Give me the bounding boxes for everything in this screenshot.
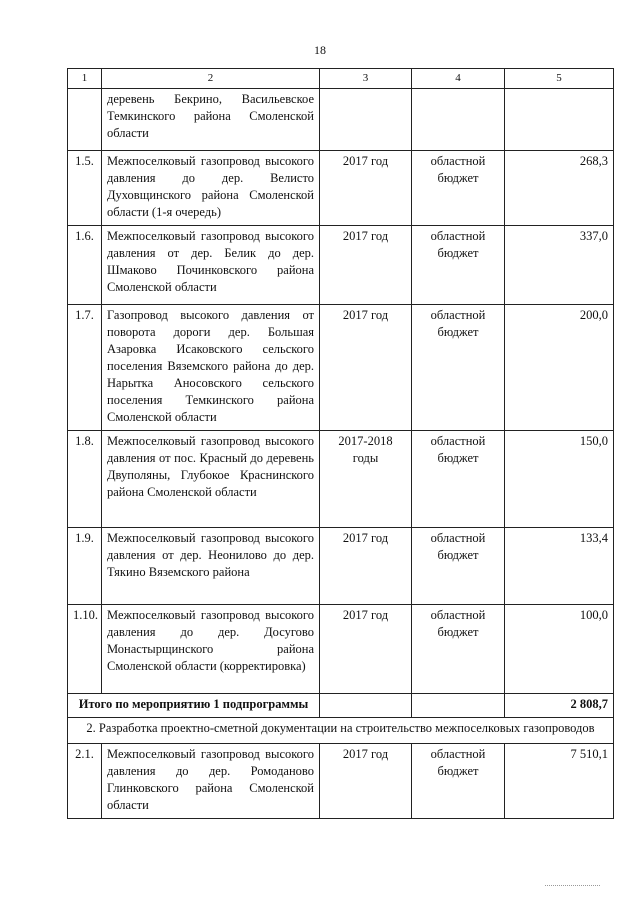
program-table — [67, 68, 614, 819]
row-sum: 7 510,1 — [505, 744, 614, 819]
table-row — [68, 528, 614, 605]
row-number: 1.10. — [68, 605, 102, 694]
row-sum: 200,0 — [505, 305, 614, 431]
row-year: 2017 год — [320, 151, 412, 226]
row-year: 2017 год — [320, 226, 412, 305]
table-row — [68, 431, 614, 528]
row-source: областной бюджет — [412, 151, 505, 226]
row-name: Межпоселковый газопровод высокого давления от дер. Неонилово до дер. Тякино Вяземского района — [102, 528, 320, 605]
header-cell: 3 — [320, 69, 412, 89]
row-sum: 337,0 — [505, 226, 614, 305]
row-number: 1.6. — [68, 226, 102, 305]
table-row — [68, 89, 614, 151]
row-year — [320, 89, 412, 151]
row-sum: 150,0 — [505, 431, 614, 528]
row-number: 1.7. — [68, 305, 102, 431]
scan-mark — [545, 885, 600, 890]
row-name: Межпоселковый газопровод высокого давления от пос. Красный до деревень Двуполяны, Глубокое Краснинского района Смоленской области — [102, 431, 320, 528]
row-year: 2017 год — [320, 305, 412, 431]
row-name: Межпоселковый газопровод высокого давления до дер. Велисто Духовщинского района Смоленской области (1-я очередь) — [102, 151, 320, 226]
row-year: 2017-2018 годы — [320, 431, 412, 528]
row-sum: 100,0 — [505, 605, 614, 694]
row-source: областной бюджет — [412, 431, 505, 528]
row-year: 2017 год — [320, 605, 412, 694]
row-number: 1.5. — [68, 151, 102, 226]
table-header-row — [68, 69, 614, 89]
row-sum: 133,4 — [505, 528, 614, 605]
row-number: 1.8. — [68, 431, 102, 528]
row-number — [68, 89, 102, 151]
section-heading: 2. Разработка проектно-сметной документации на строительство межпоселковых газопроводов — [68, 718, 614, 744]
total-sum: 2 808,7 — [505, 694, 614, 718]
row-source: областной бюджет — [412, 226, 505, 305]
row-name: Межпоселковый газопровод высокого давления до дер. Досугово Монастырщинского района Смоленской области (корректировка) — [102, 605, 320, 694]
row-sum — [505, 89, 614, 151]
row-source — [412, 89, 505, 151]
row-source: областной бюджет — [412, 528, 505, 605]
header-cell: 1 — [68, 69, 102, 89]
row-number: 2.1. — [68, 744, 102, 819]
row-name: Межпоселковый газопровод высокого давления до дер. Ромоданово Глинковского района Смоленской области — [102, 744, 320, 819]
row-name: деревень Бекрино, Васильевское Темкинского района Смоленской области — [102, 89, 320, 151]
total-row — [68, 694, 614, 718]
total-label: Итого по мероприятию 1 подпрограммы — [68, 694, 320, 718]
header-cell: 2 — [102, 69, 320, 89]
table-row — [68, 744, 614, 819]
table-row — [68, 151, 614, 226]
table-row — [68, 605, 614, 694]
page-number: 18 — [314, 43, 326, 57]
header-cell: 4 — [412, 69, 505, 89]
row-year: 2017 год — [320, 744, 412, 819]
row-source: областной бюджет — [412, 744, 505, 819]
row-name: Межпоселковый газопровод высокого давления от дер. Белик до дер. Шмаково Починковского района Смоленской области — [102, 226, 320, 305]
table-row — [68, 305, 614, 431]
row-sum: 268,3 — [505, 151, 614, 226]
total-empty-cell — [412, 694, 505, 718]
row-number: 1.9. — [68, 528, 102, 605]
row-name: Газопровод высокого давления от поворота дороги дер. Большая Азаровка Исаковского сельского поселения Вяземского района до дер. Нарытка Аносовского сельского поселения Темкинского района Смоленской области — [102, 305, 320, 431]
section-row — [68, 718, 614, 744]
row-source: областной бюджет — [412, 605, 505, 694]
row-source: областной бюджет — [412, 305, 505, 431]
total-empty-cell — [320, 694, 412, 718]
header-cell: 5 — [505, 69, 614, 89]
row-year: 2017 год — [320, 528, 412, 605]
table-row — [68, 226, 614, 305]
